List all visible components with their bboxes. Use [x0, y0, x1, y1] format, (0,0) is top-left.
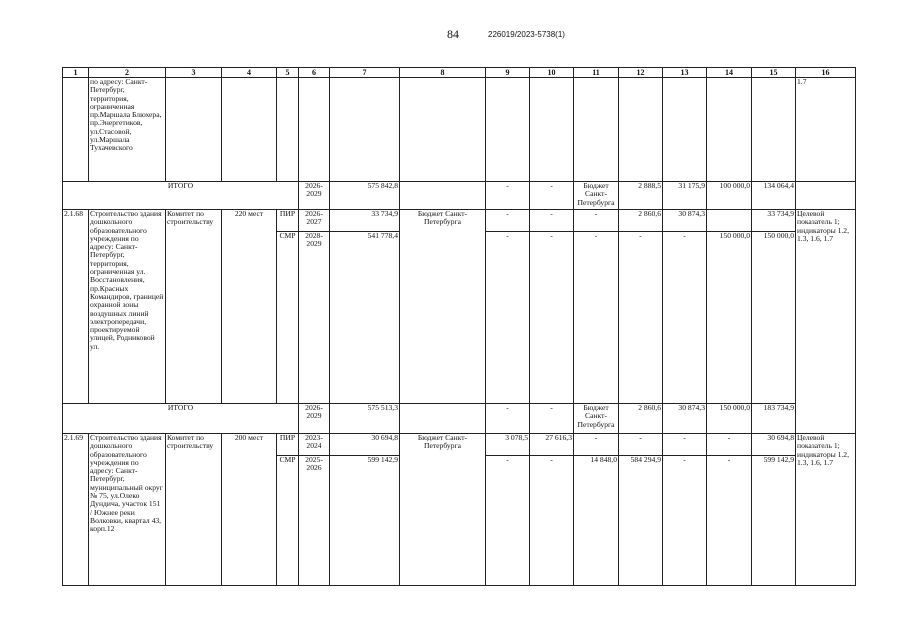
- total-label: ИТОГО: [63, 182, 299, 210]
- col15: 150 000,0: [752, 232, 796, 404]
- document-reference: 226019/2023-5738(1): [488, 30, 565, 39]
- stage: СМР: [277, 232, 299, 404]
- indicators-continued: 1.7: [796, 78, 856, 182]
- total-col9: -: [486, 404, 530, 434]
- total-col9: -: [486, 182, 530, 210]
- total-col15: 183 734,9: [752, 404, 796, 434]
- total-col13: 30 874,3: [663, 404, 707, 434]
- table-row: [63, 210, 856, 232]
- col-number: 15: [752, 68, 796, 78]
- item-number: 2.1.69: [63, 434, 89, 586]
- col15: 33 734,9: [752, 210, 796, 232]
- capacity: 220 мест: [222, 210, 277, 404]
- col11: -: [574, 434, 619, 456]
- total-row: [63, 404, 856, 434]
- object-address-continued: по адресу: Санкт-Петербург, территория, ограниченная пр.Маршала Блюхера, пр.Энергетиков, ул.Стасовой, ул.Маршала Тухачевского: [89, 78, 166, 182]
- col12: -: [619, 434, 663, 456]
- col9: 3 078,5: [486, 434, 530, 456]
- funding-source: Бюджет Санкт-Петербурга: [400, 434, 486, 586]
- col9: -: [486, 456, 530, 586]
- indicators: Целевой показатель 1; индикаторы 1.2, 1.3, 1.6, 1.7: [796, 210, 856, 434]
- total-col12: 2 888,5: [619, 182, 663, 210]
- col-number: 11: [574, 68, 619, 78]
- total-row: [63, 182, 856, 210]
- col-number: 12: [619, 68, 663, 78]
- total-sum: 575 513,3: [330, 404, 400, 434]
- total-budget: Бюджет Санкт-Петербурга: [574, 182, 619, 210]
- total-years: 2026-2029: [299, 182, 330, 210]
- years: 2028-2029: [299, 232, 330, 404]
- col-number: 6: [299, 68, 330, 78]
- col11: 14 848,0: [574, 456, 619, 586]
- years: 2025-2026: [299, 456, 330, 586]
- col14: 150 000,0: [707, 232, 752, 404]
- customer: Комитет по строительству: [166, 210, 222, 404]
- col14: -: [707, 456, 752, 586]
- col9: -: [486, 232, 530, 404]
- total-col15: 134 064,4: [752, 182, 796, 210]
- col-number: 14: [707, 68, 752, 78]
- indicators: Целевой показатель 1; индикаторы 1.2, 1.3, 1.6, 1.7: [796, 434, 856, 586]
- total-years: 2026-2029: [299, 404, 330, 434]
- col10: -: [530, 210, 574, 232]
- col-number: 5: [277, 68, 299, 78]
- total-col13: 31 175,9: [663, 182, 707, 210]
- total-col10: -: [530, 404, 574, 434]
- sum: 33 734,9: [330, 210, 400, 232]
- col-number: 2: [89, 68, 166, 78]
- col-number: 13: [663, 68, 707, 78]
- col11: -: [574, 210, 619, 232]
- stage: СМР: [277, 456, 299, 586]
- column-number-row: [63, 68, 856, 78]
- years: 2026-2027: [299, 210, 330, 232]
- col-number: 1: [63, 68, 89, 78]
- total-col12: 2 860,6: [619, 404, 663, 434]
- col-number: 7: [330, 68, 400, 78]
- customer: Комитет по строительству: [166, 434, 222, 586]
- col10: -: [530, 456, 574, 586]
- sum: 599 142,9: [330, 456, 400, 586]
- col10: -: [530, 232, 574, 404]
- col13: -: [663, 456, 707, 586]
- total-col14: 100 000,0: [707, 182, 752, 210]
- col10: 27 616,3: [530, 434, 574, 456]
- page-number: 84: [447, 27, 459, 41]
- years: 2023-2024: [299, 434, 330, 456]
- total-label: ИТОГО: [63, 404, 299, 434]
- table-row: [63, 434, 856, 456]
- col9: -: [486, 210, 530, 232]
- total-sum: 575 842,8: [330, 182, 400, 210]
- col11: -: [574, 232, 619, 404]
- program-table: [62, 67, 856, 586]
- col15: 30 694,8: [752, 434, 796, 456]
- stage: ПИР: [277, 210, 299, 232]
- col14: [707, 210, 752, 232]
- total-budget: Бюджет Санкт-Петербурга: [574, 404, 619, 434]
- capacity: 200 мест: [222, 434, 277, 586]
- funding-source: Бюджет Санкт-Петербурга: [400, 210, 486, 404]
- col-number: 8: [400, 68, 486, 78]
- col-number: 3: [166, 68, 222, 78]
- col13: -: [663, 232, 707, 404]
- col12: 2 860,6: [619, 210, 663, 232]
- col15: 599 142,9: [752, 456, 796, 586]
- col-number: 9: [486, 68, 530, 78]
- col13: 30 874,3: [663, 210, 707, 232]
- col14: -: [707, 434, 752, 456]
- item-number: 2.1.68: [63, 210, 89, 404]
- sum: 30 694,8: [330, 434, 400, 456]
- col-number: 4: [222, 68, 277, 78]
- col12: -: [619, 232, 663, 404]
- stage: ПИР: [277, 434, 299, 456]
- col12: 584 294,9: [619, 456, 663, 586]
- object-name: Строительство здания дошкольного образовательного учреждения по адресу: Санкт-Петербург, муниципальный округ № 75, ул.Олеко Дундича, участок 151 / Южнее реки Волковки, квартал 43, корп.12: [89, 434, 166, 586]
- sum: 541 778,4: [330, 232, 400, 404]
- table-row: [63, 78, 856, 182]
- col-number: 16: [796, 68, 856, 78]
- col13: -: [663, 434, 707, 456]
- object-name: Строительство здания дошкольного образовательного учреждения по адресу: Санкт-Петербург, территория, ограниченная ул. Восстановления, пр.Красных Командиров, границей охранной зоны воздушных линий электропередачи, проектируемой улицей, Родниковой ул.: [89, 210, 166, 404]
- total-col10: -: [530, 182, 574, 210]
- total-col14: 150 000,0: [707, 404, 752, 434]
- col-number: 10: [530, 68, 574, 78]
